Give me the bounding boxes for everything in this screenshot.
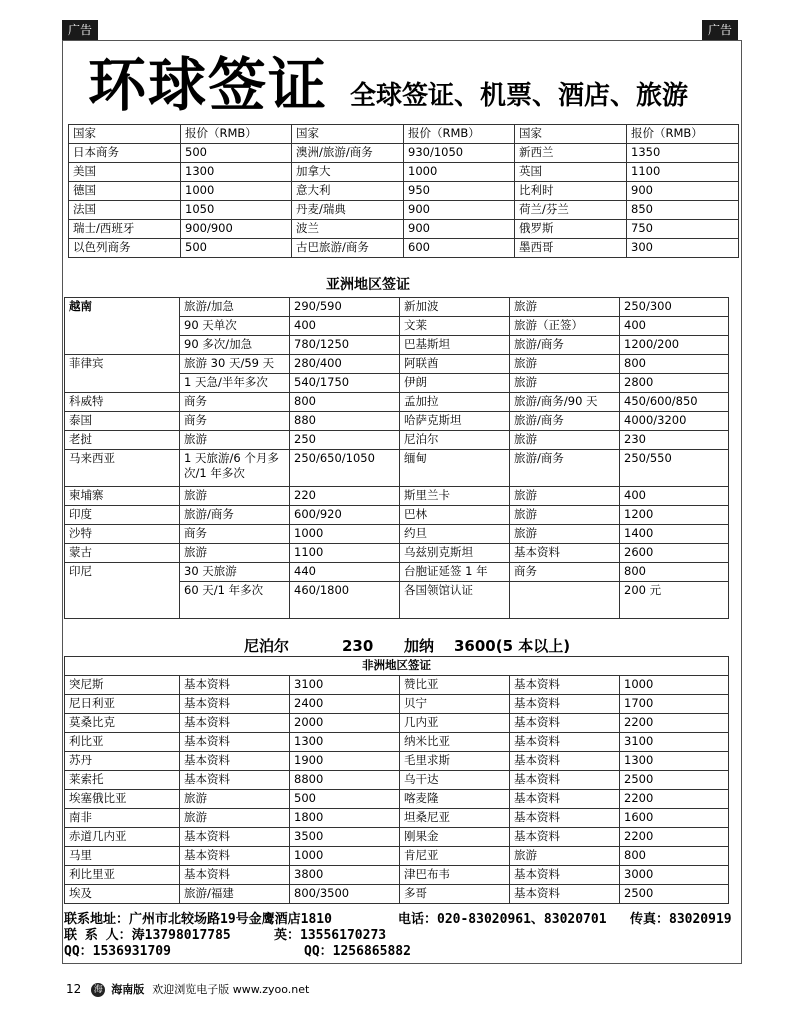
table-cell: 伊朗 [400,374,510,393]
table-cell: 1000 [290,847,400,866]
table-cell: 540/1750 [290,374,400,393]
table-cell: 1400 [620,525,729,544]
table-cell [510,582,620,619]
table-cell: 孟加拉 [400,393,510,412]
table-cell: 250/300 [620,298,729,317]
table-cell: 旅游 [510,525,620,544]
table-cell: 旅游 [180,790,290,809]
africa-section-title: 非洲地区签证 [65,657,729,676]
table-cell: 旅游 [510,506,620,525]
ghana-name: 加纳 [404,637,435,655]
table-cell: 1000 [290,525,400,544]
contact-address: 联系地址：广州市北较场路19号金鹰酒店1810 [64,912,332,927]
table-cell: 俄罗斯 [515,220,627,239]
table-cell: 290/590 [290,298,400,317]
table-cell: 旅游/福建 [180,885,290,904]
table-cell: 新加波 [400,298,510,317]
table-cell: 800 [290,393,400,412]
table-header-row [65,657,729,676]
table-cell: 2600 [620,544,729,563]
table-cell: 旅游 30 天/59 天 [180,355,290,374]
table-row [65,525,729,544]
table-cell: 基本资料 [180,771,290,790]
table-row [69,163,739,182]
country-cell: 蒙古 [65,544,180,563]
table-cell: 60 天/1 年多次 [180,582,290,619]
table-cell: 旅游 [510,487,620,506]
table-cell: 800/3500 [290,885,400,904]
table-cell: 1300 [181,163,292,182]
country-cell: 越南 [65,298,180,355]
table-cell: 440 [290,563,400,582]
table-row [65,809,729,828]
table-cell: 商务 [180,412,290,431]
header-cell: 报价（RMB） [627,125,739,144]
table-cell: 500 [290,790,400,809]
country-cell: 利比里亚 [65,866,180,885]
table-cell: 800 [620,847,729,866]
table-cell: 2400 [290,695,400,714]
table-cell: 古巴旅游/商务 [292,239,404,258]
country-cell: 印度 [65,506,180,525]
table-cell: 基本资料 [510,828,620,847]
table-cell: 旅游（正签） [510,317,620,336]
table-cell: 德国 [69,182,181,201]
table-cell: 喀麦隆 [400,790,510,809]
table-cell: 400 [620,317,729,336]
africa-visa-body [65,657,729,904]
table-cell: 2000 [290,714,400,733]
table-cell: 500 [181,239,292,258]
asia-visa-table [64,297,729,619]
table-cell: 4000/3200 [620,412,729,431]
table-cell: 旅游/商务 [180,506,290,525]
table-cell: 旅游/商务 [510,450,620,487]
country-cell: 南非 [65,809,180,828]
table-cell: 斯里兰卡 [400,487,510,506]
table-row [65,450,729,487]
table-cell: 90 天单次 [180,317,290,336]
brand-subtitle: 全球签证、机票、酒店、旅游 [350,81,689,111]
country-cell: 利比亚 [65,733,180,752]
table-cell: 基本资料 [180,695,290,714]
table-row [65,355,729,374]
table-cell: 基本资料 [510,866,620,885]
table-row [65,771,729,790]
table-cell: 商务 [180,525,290,544]
table-cell: 2500 [620,771,729,790]
table-cell: 2800 [620,374,729,393]
brand-title: 环球签证 [88,51,329,119]
table-row [65,752,729,771]
world-visa-body [69,125,739,258]
table-cell: 基本资料 [510,771,620,790]
table-cell: 美国 [69,163,181,182]
table-cell: 1800 [290,809,400,828]
table-cell: 基本资料 [510,544,620,563]
world-visa-table [68,124,739,258]
table-row [65,828,729,847]
table-cell: 墨西哥 [515,239,627,258]
table-cell: 基本资料 [180,866,290,885]
table-cell: 2200 [620,790,729,809]
table-cell: 赞比亚 [400,676,510,695]
table-row [65,695,729,714]
header-cell: 国家 [515,125,627,144]
table-row [65,714,729,733]
table-cell: 500 [181,144,292,163]
country-cell: 印尼 [65,563,180,619]
table-header-row [69,125,739,144]
table-row [65,790,729,809]
table-cell: 文莱 [400,317,510,336]
table-cell: 纳米比亚 [400,733,510,752]
contact-person-1: 联 系 人：涛13798017785 [64,928,231,943]
table-cell: 旅游 [180,487,290,506]
contact-qq-2: QQ：1256865882 [304,944,411,959]
table-cell: 商务 [510,563,620,582]
table-cell: 波兰 [292,220,404,239]
table-cell: 1100 [290,544,400,563]
table-row [65,885,729,904]
ad-label-left: 广告 [62,20,98,40]
table-cell: 巴林 [400,506,510,525]
country-cell: 苏丹 [65,752,180,771]
table-cell: 1200/200 [620,336,729,355]
table-cell: 1 天旅游/6 个月多次/1 年多次 [180,450,290,487]
table-cell: 多哥 [400,885,510,904]
header-cell: 报价（RMB） [404,125,515,144]
table-cell: 毛里求斯 [400,752,510,771]
nepal-price: 230 [342,637,374,655]
table-cell: 800 [620,563,729,582]
table-cell: 津巴布韦 [400,866,510,885]
table-cell: 250/650/1050 [290,450,400,487]
table-cell: 澳洲/旅游/商务 [292,144,404,163]
table-cell: 旅游 [180,809,290,828]
table-cell: 3800 [290,866,400,885]
table-cell: 旅游 [510,431,620,450]
table-cell: 1000 [404,163,515,182]
table-cell: 刚果金 [400,828,510,847]
ghana-price: 3600(5 本以上) [454,637,571,655]
table-row [65,544,729,563]
table-cell: 商务 [180,393,290,412]
table-cell: 3000 [620,866,729,885]
country-cell: 埃塞俄比亚 [65,790,180,809]
table-cell: 瑞士/西班牙 [69,220,181,239]
table-cell: 3500 [290,828,400,847]
table-cell: 基本资料 [180,714,290,733]
table-cell: 加拿大 [292,163,404,182]
table-cell: 阿联酋 [400,355,510,374]
table-row [65,431,729,450]
contact-fax: 传真：83020919 [630,912,732,927]
table-cell: 880 [290,412,400,431]
table-row [65,412,729,431]
table-cell: 英国 [515,163,627,182]
table-row [69,239,739,258]
table-cell: 乌兹别克斯坦 [400,544,510,563]
country-cell: 泰国 [65,412,180,431]
country-cell: 莫桑比克 [65,714,180,733]
table-row [65,506,729,525]
footer-tagline: 欢迎浏览电子版 www.zyoo.net [152,983,310,996]
page-number: 12 [66,982,82,996]
contact-block [64,912,740,960]
country-cell: 马里 [65,847,180,866]
table-cell: 30 天旅游 [180,563,290,582]
country-cell: 莱索托 [65,771,180,790]
table-cell: 280/400 [290,355,400,374]
table-cell: 旅游 [510,374,620,393]
header-cell: 国家 [69,125,181,144]
country-cell: 柬埔寨 [65,487,180,506]
table-cell: 2500 [620,885,729,904]
table-cell: 930/1050 [404,144,515,163]
table-cell: 各国领馆认证 [400,582,510,619]
table-cell: 基本资料 [510,752,620,771]
contact-row-address [64,912,740,928]
table-row [65,393,729,412]
table-cell: 250 [290,431,400,450]
table-cell: 2200 [620,714,729,733]
table-cell: 1600 [620,809,729,828]
table-row [69,220,739,239]
table-row [65,847,729,866]
ad-title [88,52,728,118]
table-cell: 450/600/850 [620,393,729,412]
table-cell: 230 [620,431,729,450]
table-cell: 1 天急/半年多次 [180,374,290,393]
contact-person-2: 英：13556170273 [274,928,387,943]
country-cell: 老挝 [65,431,180,450]
table-cell: 基本资料 [180,733,290,752]
country-cell: 科威特 [65,393,180,412]
table-cell: 基本资料 [180,828,290,847]
table-cell: 基本资料 [180,676,290,695]
table-row [65,676,729,695]
table-cell: 法国 [69,201,181,220]
table-cell: 300 [627,239,739,258]
country-cell: 埃及 [65,885,180,904]
table-cell: 8800 [290,771,400,790]
country-cell: 菲律宾 [65,355,180,393]
table-cell: 3100 [620,733,729,752]
table-cell: 意大利 [292,182,404,201]
table-cell: 3100 [290,676,400,695]
publication-logo-icon: 海 [91,983,105,997]
table-row [69,182,739,201]
table-cell: 900 [404,201,515,220]
table-row [65,298,729,317]
table-row [65,487,729,506]
table-cell: 日本商务 [69,144,181,163]
contact-qq-1: QQ：1536931709 [64,944,171,959]
country-cell: 赤道几内亚 [65,828,180,847]
table-cell: 600/920 [290,506,400,525]
table-cell: 台胞证延签 1 年 [400,563,510,582]
country-cell: 尼日利亚 [65,695,180,714]
table-cell: 1200 [620,506,729,525]
table-cell: 肯尼亚 [400,847,510,866]
asia-section-title: 亚洲地区签证 [326,277,410,293]
table-cell: 800 [620,355,729,374]
table-cell: 400 [620,487,729,506]
table-cell: 丹麦/瑞典 [292,201,404,220]
table-cell: 750 [627,220,739,239]
table-cell: 旅游 [180,431,290,450]
table-row [69,144,739,163]
table-cell: 旅游 [510,355,620,374]
nepal-ghana-line [244,636,570,656]
country-cell: 突尼斯 [65,676,180,695]
table-cell: 荷兰/芬兰 [515,201,627,220]
table-cell: 780/1250 [290,336,400,355]
table-cell: 基本资料 [180,847,290,866]
table-cell: 基本资料 [510,809,620,828]
table-cell: 基本资料 [510,695,620,714]
table-row [65,733,729,752]
contact-row-person [64,928,740,944]
africa-visa-table [64,656,729,904]
table-cell: 950 [404,182,515,201]
table-cell: 900/900 [181,220,292,239]
table-cell: 900 [627,182,739,201]
country-cell: 马来西亚 [65,450,180,487]
table-cell: 850 [627,201,739,220]
table-cell: 约旦 [400,525,510,544]
table-cell: 90 多次/加急 [180,336,290,355]
contact-row-qq [64,944,740,960]
table-cell: 旅游 [510,298,620,317]
table-cell: 1100 [627,163,739,182]
edition-label: 海南版 [111,983,145,996]
table-cell: 尼泊尔 [400,431,510,450]
table-cell: 1000 [181,182,292,201]
table-cell: 220 [290,487,400,506]
table-cell: 坦桑尼亚 [400,809,510,828]
table-cell: 几内亚 [400,714,510,733]
table-cell: 新西兰 [515,144,627,163]
table-row [69,201,739,220]
table-cell: 2200 [620,828,729,847]
table-cell: 旅游 [510,847,620,866]
table-cell: 哈萨克斯坦 [400,412,510,431]
table-cell: 基本资料 [510,885,620,904]
table-cell: 200 元 [620,582,729,619]
table-cell: 旅游/商务 [510,336,620,355]
table-row [65,866,729,885]
table-cell: 旅游/商务/90 天 [510,393,620,412]
table-cell: 600 [404,239,515,258]
asia-visa-body [65,298,729,619]
table-cell: 缅甸 [400,450,510,487]
table-cell: 1300 [620,752,729,771]
header-cell: 报价（RMB） [181,125,292,144]
ad-label-right: 广告 [702,20,738,40]
nepal-name: 尼泊尔 [244,637,290,655]
table-cell: 460/1800 [290,582,400,619]
table-cell: 1350 [627,144,739,163]
header-cell: 国家 [292,125,404,144]
table-cell: 1900 [290,752,400,771]
table-cell: 1050 [181,201,292,220]
table-cell: 旅游 [180,544,290,563]
table-cell: 基本资料 [510,714,620,733]
table-cell: 基本资料 [510,676,620,695]
table-cell: 1700 [620,695,729,714]
table-cell: 乌干达 [400,771,510,790]
table-cell: 比利时 [515,182,627,201]
table-cell: 900 [404,220,515,239]
table-cell: 巴基斯坦 [400,336,510,355]
table-cell: 基本资料 [510,790,620,809]
table-cell: 400 [290,317,400,336]
table-cell: 基本资料 [180,752,290,771]
table-cell: 以色列商务 [69,239,181,258]
table-cell: 250/550 [620,450,729,487]
table-cell: 1300 [290,733,400,752]
table-cell: 1000 [620,676,729,695]
table-cell: 旅游/商务 [510,412,620,431]
page-footer [66,981,309,998]
table-cell: 旅游/加急 [180,298,290,317]
country-cell: 沙特 [65,525,180,544]
table-cell: 基本资料 [510,733,620,752]
contact-phone: 电话：020-83020961、83020701 [398,912,607,927]
table-cell: 贝宁 [400,695,510,714]
table-row [65,563,729,582]
